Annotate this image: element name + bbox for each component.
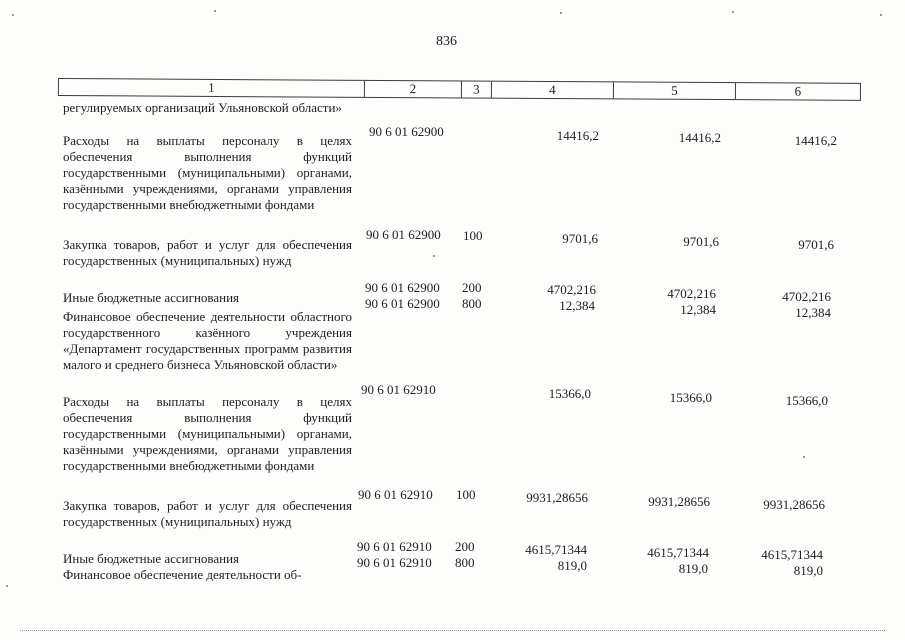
row-code: 90 6 01 62900 xyxy=(365,280,440,295)
row-value-col6: 4615,71344 xyxy=(761,547,823,562)
row-value-col6: 4702,216 xyxy=(782,289,831,304)
row-description: Расходы на выплаты персоналу в целях обеспечения выполнения функций государственными (муниципальными) органами, казёнными учреждениями, органами управления государственными внебюджетными фондами xyxy=(63,394,352,473)
row-code: 90 6 01 62910 xyxy=(358,487,433,502)
row-vr: 800 xyxy=(462,296,482,311)
row-value-col5: 9931,28656 xyxy=(648,494,710,509)
scan-speck xyxy=(12,14,14,16)
row-value-col6: 14416,2 xyxy=(794,133,837,148)
row-description: регулируемых организаций Ульяновской области» xyxy=(63,100,342,115)
header-col-5: 5 xyxy=(613,82,735,99)
row-value-col5: 12,384 xyxy=(680,302,716,317)
scan-speck xyxy=(214,10,216,12)
row-value-col4: 4702,216 xyxy=(547,282,596,297)
row-value-col4: 819,0 xyxy=(557,558,587,573)
row-description: Закупка товаров, работ и услуг для обеспечения государственных (муниципальных) нужд xyxy=(63,498,352,529)
row-code: 90 6 01 62900 xyxy=(366,227,441,242)
row-vr: 800 xyxy=(455,555,475,570)
header-col-6: 6 xyxy=(735,83,860,100)
scan-speck xyxy=(6,585,8,587)
header-col-4: 4 xyxy=(491,82,613,99)
row-value-col4: 12,384 xyxy=(559,298,595,313)
row-vr: 200 xyxy=(462,280,482,295)
row-code: 90 6 01 62900 xyxy=(365,296,440,311)
row-description: Иные бюджетные ассигнования xyxy=(63,290,240,305)
row-description: Закупка товаров, работ и услуг для обеспечения государственных (муниципальных) нужд xyxy=(63,237,352,268)
row-description: Финансовое обеспечение деятельности областного государственного казённого учреждения «Департамент государственных программ развития малого и среднего бизнеса Ульяновской области» xyxy=(63,309,352,372)
row-code: 90 6 01 62910 xyxy=(361,382,436,397)
row-vr: 100 xyxy=(456,487,476,502)
row-value-col5: 4615,71344 xyxy=(647,545,709,560)
row-value-col4: 14416,2 xyxy=(556,128,599,143)
scan-speck xyxy=(560,12,562,14)
page-number: 836 xyxy=(436,34,457,49)
row-value-col5: 15366,0 xyxy=(669,390,712,405)
row-value-col5: 14416,2 xyxy=(678,130,721,145)
table-header-row xyxy=(58,78,861,101)
row-value-col5: 4702,216 xyxy=(667,286,716,301)
header-col-3: 3 xyxy=(461,81,491,97)
row-value-col4: 15366,0 xyxy=(548,386,591,401)
row-description: Финансовое обеспечение деятельности об- xyxy=(63,567,302,582)
scan-speck xyxy=(732,11,734,13)
scan-bottom-edge xyxy=(20,630,885,632)
row-value-col6: 9931,28656 xyxy=(763,497,825,512)
scan-speck xyxy=(803,456,805,458)
header-col-1: 1 xyxy=(208,79,215,95)
row-code: 90 6 01 62910 xyxy=(357,555,432,570)
row-value-col6: 12,384 xyxy=(795,305,831,320)
row-value-col5: 9701,6 xyxy=(683,234,719,249)
row-code: 90 6 01 62900 xyxy=(369,124,444,139)
row-description: Расходы на выплаты персоналу в целях обеспечения выполнения функций государственными (муниципальными) органами, казёнными учреждениями, органами управления государственными внебюджетными фондами xyxy=(63,133,352,212)
row-description: Иные бюджетные ассигнования xyxy=(63,551,240,566)
row-value-col4: 9701,6 xyxy=(562,231,598,246)
row-code: 90 6 01 62910 xyxy=(357,539,432,554)
row-vr: 200 xyxy=(455,539,475,554)
row-value-col5: 819,0 xyxy=(678,561,708,576)
scan-speck xyxy=(880,14,882,16)
header-col-2: 2 xyxy=(364,81,461,98)
row-value-col4: 9931,28656 xyxy=(526,490,588,505)
row-value-col6: 9701,6 xyxy=(798,237,834,252)
row-value-col4: 4615,71344 xyxy=(525,542,587,557)
row-value-col6: 15366,0 xyxy=(785,393,828,408)
scan-speck xyxy=(433,255,435,257)
row-value-col6: 819,0 xyxy=(793,563,823,578)
row-vr: 100 xyxy=(463,228,483,243)
